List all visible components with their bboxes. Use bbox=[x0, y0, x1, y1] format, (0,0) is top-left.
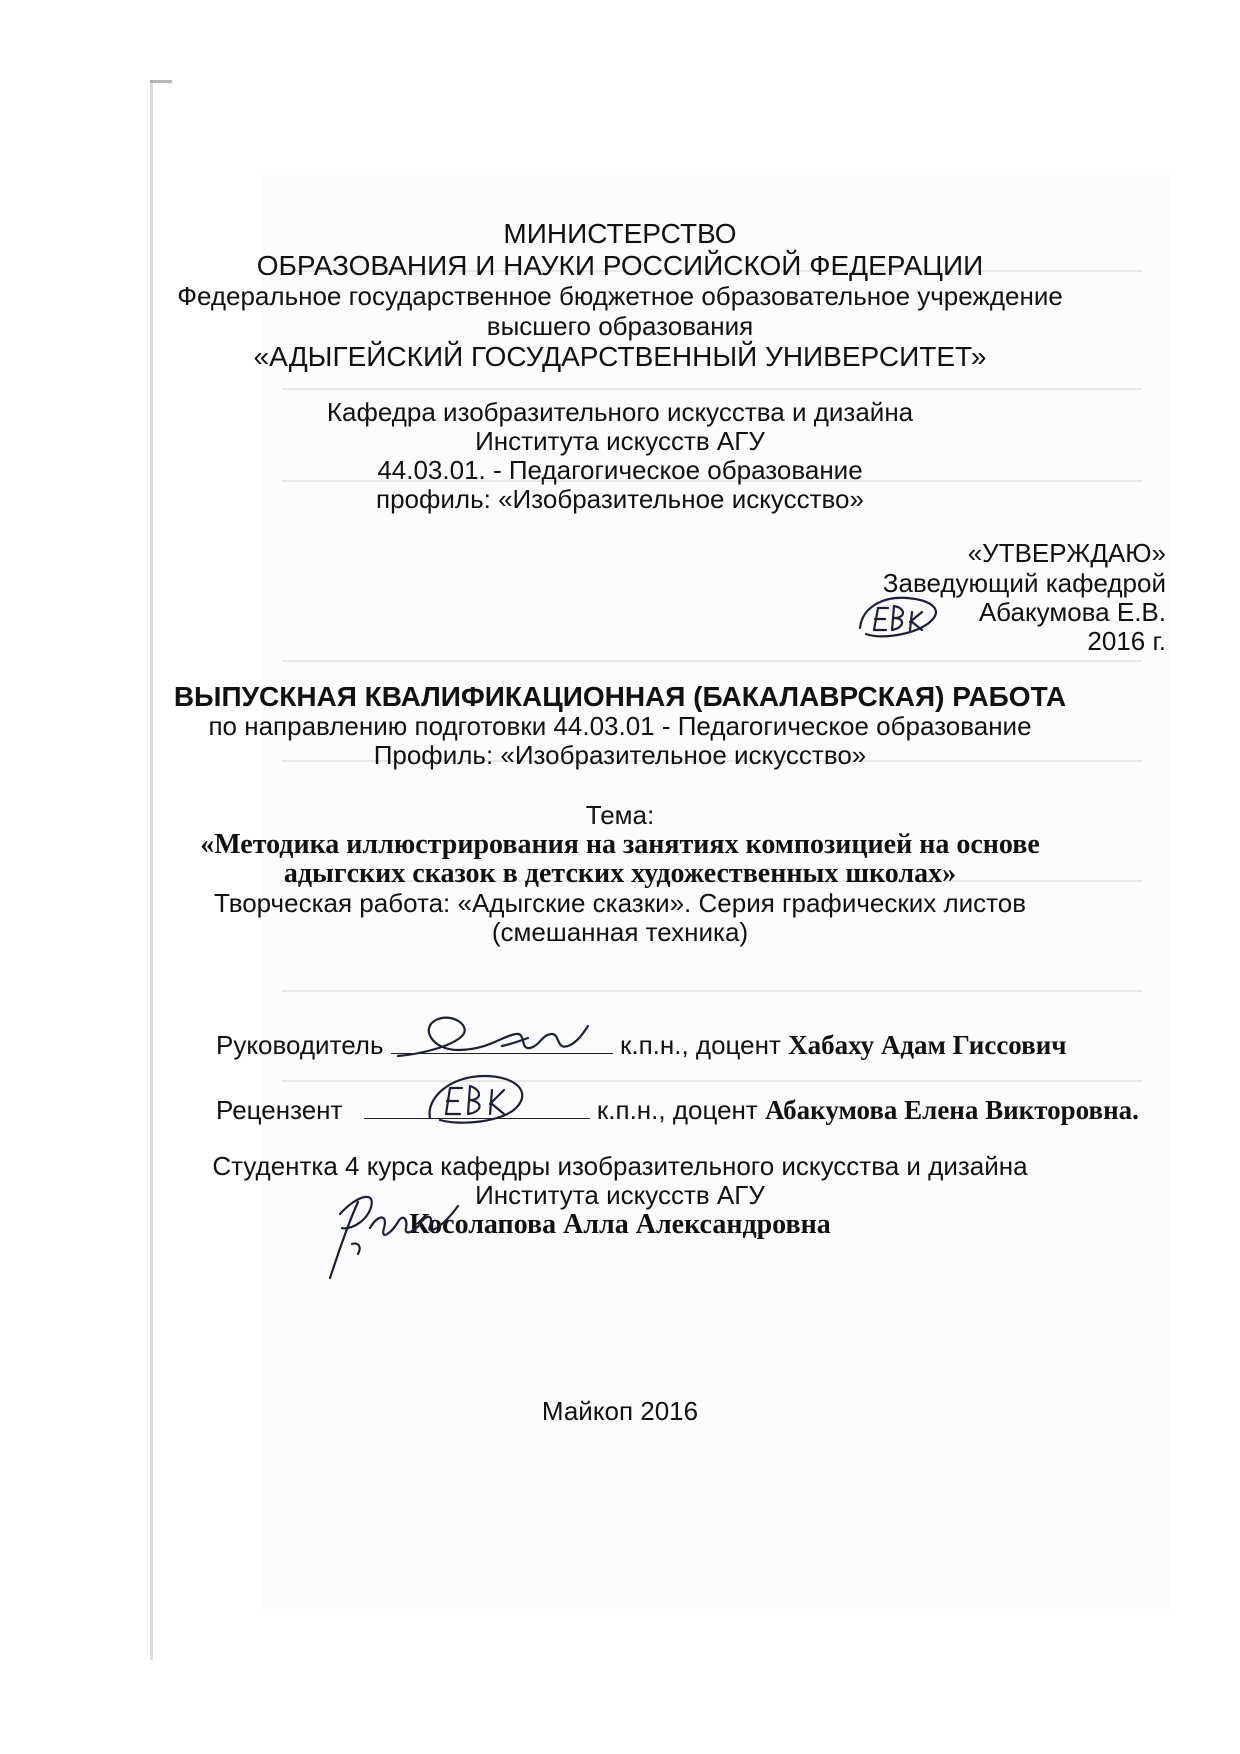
reviewer-row bbox=[216, 1095, 1139, 1126]
show-through-line bbox=[282, 660, 1142, 662]
head-of-department-signature bbox=[852, 588, 952, 646]
creative-work-line-2: (смешанная техника) bbox=[491, 917, 749, 947]
student-signature bbox=[318, 1184, 468, 1284]
department-line-2: Института искусств АГУ bbox=[475, 426, 765, 456]
topic-label: Тема: bbox=[585, 800, 655, 830]
topic-line-2: адыгских сказок в детских художественных школах» bbox=[283, 858, 957, 889]
department-profile: профиль: «Изобразительное искусство» bbox=[376, 484, 864, 514]
institution-line-1: Федеральное государственное бюджетное образовательное учреждение bbox=[177, 281, 1063, 311]
work-type: ВЫПУСКНАЯ КВАЛИФИКАЦИОННАЯ (БАКАЛАВРСКАЯ) РАБОТА bbox=[173, 681, 1067, 712]
institution-line-2: высшего образования bbox=[486, 311, 754, 341]
show-through-line bbox=[282, 990, 1142, 992]
ministry-line-1: МИНИСТЕРСТВО bbox=[503, 218, 737, 249]
reviewer-name: Абакумова Елена Викторовна. bbox=[765, 1095, 1139, 1125]
creative-work-line-1: Творческая работа: «Адыгские сказки». Серия графических листов bbox=[213, 888, 1027, 918]
topic-line-1: «Методика иллюстрирования на занятиях композицией на основе bbox=[200, 829, 1040, 860]
show-through-line bbox=[282, 388, 1142, 390]
student-name: Косолапова Алла Александровна bbox=[409, 1209, 831, 1240]
reviewer-signature bbox=[420, 1068, 540, 1132]
city-year: Майкоп 2016 bbox=[541, 1396, 699, 1426]
university-name: «АДЫГЕЙСКИЙ ГОСУДАРСТВЕННЫЙ УНИВЕРСИТЕТ» bbox=[253, 341, 987, 372]
ministry-line-2: ОБРАЗОВАНИЯ И НАУКИ РОССИЙСКОЙ ФЕДЕРАЦИИ bbox=[256, 250, 984, 281]
work-direction: по направлению подготовки 44.03.01 - Педагогическое образование bbox=[208, 711, 1032, 741]
department-line-1: Кафедра изобразительного искусства и дизайна bbox=[326, 397, 914, 427]
reviewer-label: Рецензент bbox=[216, 1095, 343, 1125]
student-line-1: Студентка 4 курса кафедры изобразительного искусства и дизайна bbox=[212, 1151, 1028, 1181]
approval-name: Абакумова Е.В. bbox=[978, 597, 1166, 627]
approval-year: 2016 г. bbox=[1087, 626, 1166, 656]
scan-corner-mark bbox=[150, 80, 172, 83]
supervisor-signature bbox=[392, 1006, 592, 1066]
student-line-2: Института искусств АГУ bbox=[475, 1180, 765, 1210]
approval-role: Заведующий кафедрой bbox=[882, 568, 1166, 598]
approval-title: «УТВЕРЖДАЮ» bbox=[967, 538, 1166, 568]
work-profile: Профиль: «Изобразительное искусство» bbox=[373, 740, 867, 770]
supervisor-title: к.п.н., доцент bbox=[619, 1030, 781, 1060]
supervisor-name: Хабаху Адам Гиссович bbox=[788, 1030, 1067, 1060]
supervisor-label: Руководитель bbox=[216, 1030, 384, 1060]
supervisor-row bbox=[216, 1030, 1067, 1061]
show-through-line bbox=[282, 1080, 1142, 1082]
reviewer-title: к.п.н., доцент bbox=[596, 1095, 758, 1125]
department-code: 44.03.01. - Педагогическое образование bbox=[377, 455, 863, 485]
